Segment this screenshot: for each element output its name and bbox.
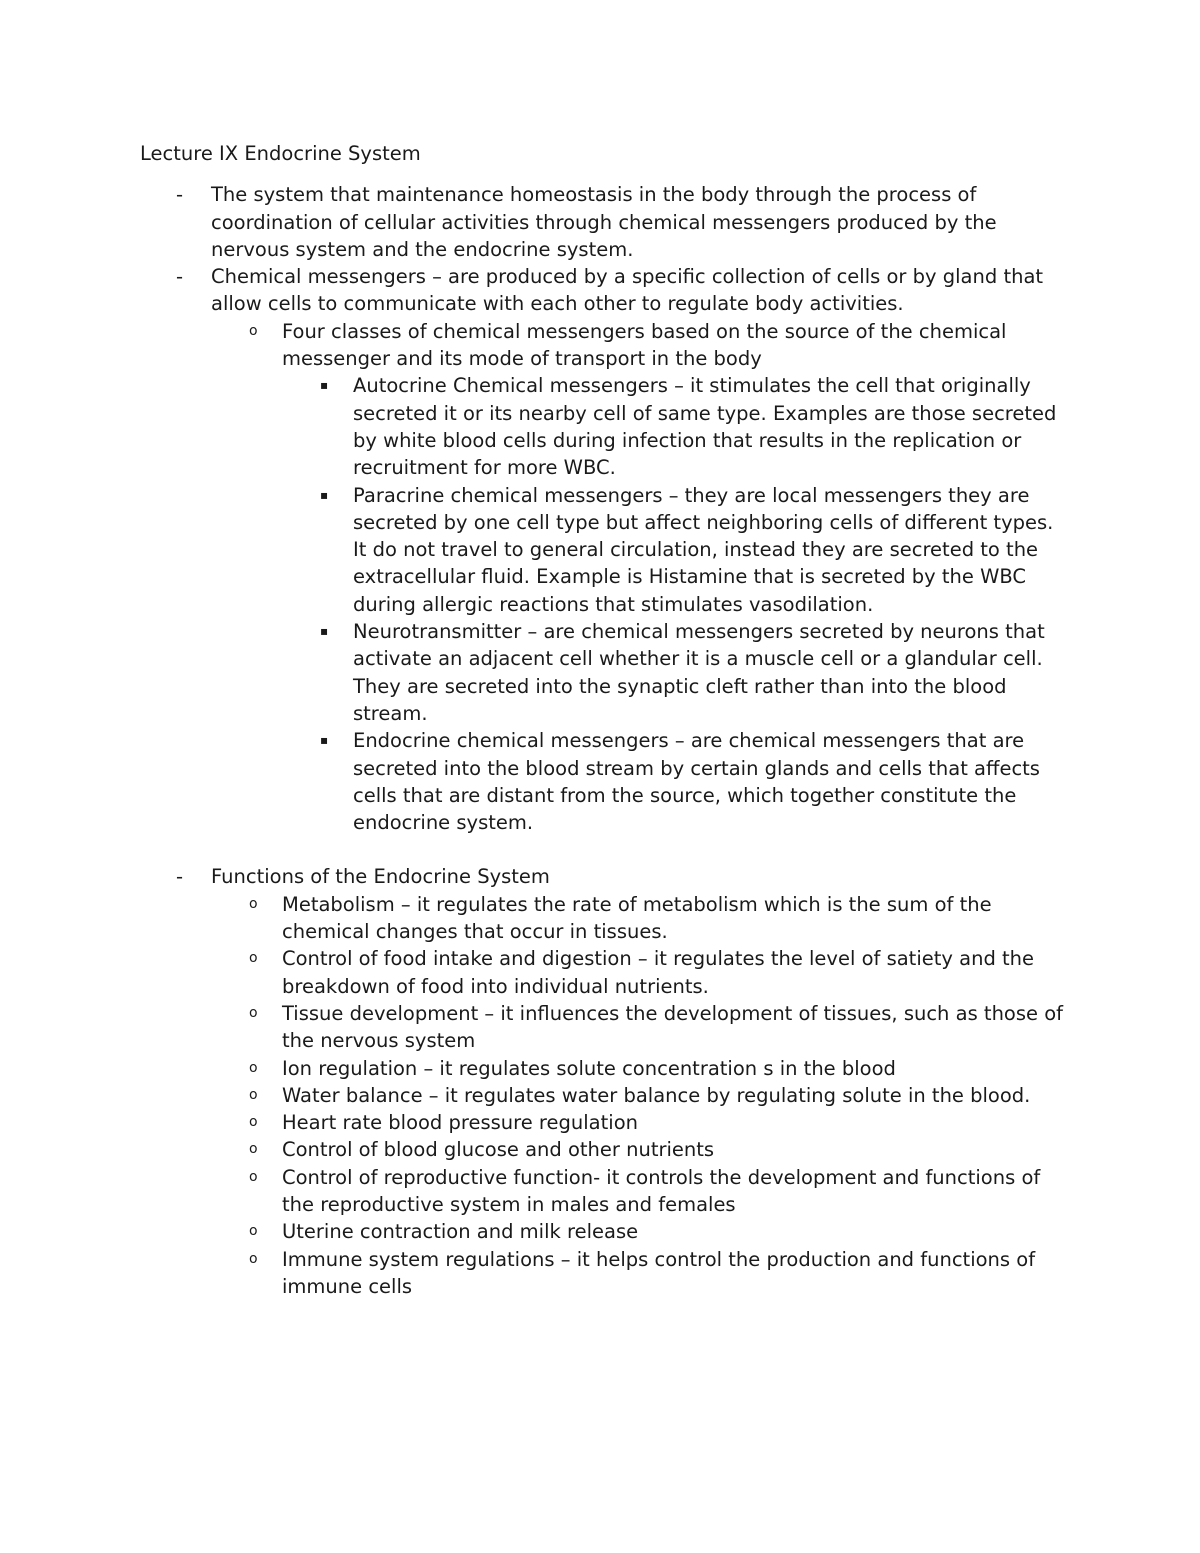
square-bullet: ▪ — [320, 624, 329, 639]
nested-list-item — [282, 372, 1070, 481]
sub-list-item — [211, 1109, 1070, 1136]
circle-bullet: o — [249, 1141, 258, 1158]
sub-list-item — [211, 1055, 1070, 1082]
square-bullet: ▪ — [320, 378, 329, 393]
item-text: Uterine contraction and milk release — [282, 1220, 639, 1244]
square-bullet: ▪ — [320, 487, 329, 502]
circle-bullet: o — [249, 950, 258, 967]
circle-bullet: o — [249, 895, 258, 912]
nested-list — [282, 372, 1070, 836]
item-text: Chemical messengers – are produced by a specific collection of cells or by gland that allow cells to communicate with each other to regulate body activities. — [211, 265, 1044, 316]
document-page — [140, 140, 1070, 1300]
sub-list-item — [211, 945, 1070, 1000]
sub-list — [211, 891, 1070, 1300]
sub-list-item — [211, 1246, 1070, 1301]
circle-bullet: o — [249, 1168, 258, 1185]
circle-bullet: o — [249, 1250, 258, 1267]
sub-list — [211, 318, 1070, 837]
sub-list-item — [211, 1218, 1070, 1245]
dash-bullet: - — [176, 183, 184, 207]
sub-list-item — [211, 1164, 1070, 1219]
item-text: Paracrine chemical messengers – they are local messengers they are secreted by one cell type but affect neighboring cells of different types. It do not travel to general circulation, instead they are secreted to the extracellular fluid. Example is Histamine that is secreted by the WBC during allergic reactions that stimulates vasodilation. — [353, 483, 1054, 616]
item-text: Functions of the Endocrine System — [211, 865, 550, 889]
nested-list-item — [282, 618, 1070, 727]
list-item — [140, 181, 1070, 263]
circle-bullet: o — [249, 1223, 258, 1240]
item-text: Neurotransmitter – are chemical messengers secreted by neurons that activate an adjacent cell whether it is a muscle cell or a glandular cell. They are secreted into the synaptic cleft rather than into the blood stream. — [353, 620, 1045, 725]
item-text: Autocrine Chemical messengers – it stimulates the cell that originally secreted it or its nearby cell of same type. Examples are those secreted by white blood cells during infection that results in the replication or recruitment for more WBC. — [353, 374, 1057, 480]
circle-bullet: o — [249, 1086, 258, 1103]
item-text: Four classes of chemical messengers based on the source of the chemical messenger and its mode of transport in the body — [282, 319, 1007, 371]
item-text: Heart rate blood pressure regulation — [282, 1111, 638, 1135]
item-text: Metabolism – it regulates the rate of metabolism which is the sum of the chemical changes that occur in tissues. — [282, 892, 992, 944]
item-text: Immune system regulations – it helps control the production and functions of immune cells — [282, 1247, 1036, 1298]
item-text: Ion regulation – it regulates solute concentration s in the blood — [282, 1056, 896, 1080]
item-text: Control of reproductive function- it controls the development and functions of the reproductive system in males and females — [282, 1165, 1041, 1216]
circle-bullet: o — [249, 1004, 258, 1021]
item-text: Control of food intake and digestion – it regulates the level of satiety and the breakdown of food into individual nutrients. — [282, 947, 1035, 998]
sub-list-item — [211, 1082, 1070, 1109]
spacer — [211, 836, 1070, 863]
nested-list-item — [282, 727, 1070, 836]
item-text: Tissue development – it influences the development of tissues, such as those of the nervous system — [282, 1001, 1064, 1053]
circle-bullet: o — [249, 322, 258, 339]
circle-bullet: o — [249, 1114, 258, 1131]
item-text: The system that maintenance homeostasis in the body through the process of coordination of cellular activities through chemical messengers produced by the nervous system and the endocrine system. — [211, 183, 997, 261]
square-bullet: ▪ — [320, 733, 329, 748]
item-text: Endocrine chemical messengers – are chemical messengers that are secreted into the blood stream by certain glands and cells that affects cells that are distant from the source, which together constitute the endocrine system. — [353, 729, 1040, 835]
item-text: Water balance – it regulates water balance by regulating solute in the blood. — [282, 1083, 1031, 1107]
list-item — [140, 863, 1070, 1300]
list-item — [140, 263, 1070, 863]
dash-bullet: - — [176, 865, 184, 889]
dash-bullet: - — [176, 265, 184, 289]
nested-list-item — [282, 482, 1070, 618]
circle-bullet: o — [249, 1059, 258, 1076]
sub-list-item — [211, 318, 1070, 837]
sub-list-item — [211, 891, 1070, 946]
sub-list-item — [211, 1000, 1070, 1055]
main-list — [140, 181, 1070, 1300]
page-title: Lecture IX Endocrine System — [140, 142, 421, 165]
item-text: Control of blood glucose and other nutrients — [282, 1138, 715, 1162]
sub-list-item — [211, 1136, 1070, 1163]
